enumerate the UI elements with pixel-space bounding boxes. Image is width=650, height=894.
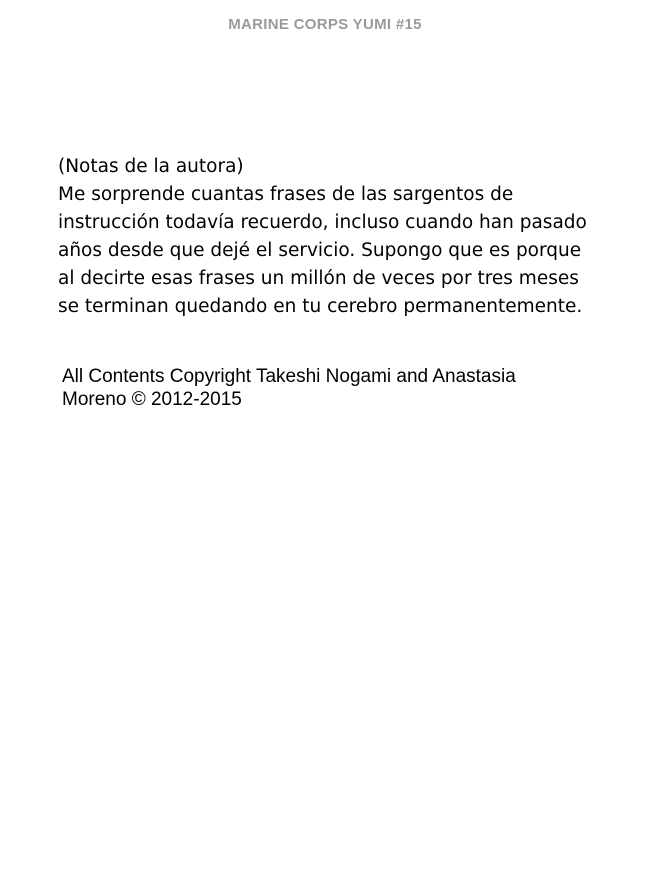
author-notes-line: años desde que dejé el servicio. Supongo que es porque [58, 240, 582, 261]
author-notes-line: al decirte esas frases un millón de veces por tres meses [58, 268, 579, 289]
copyright-line: All Contents Copyright Takeshi Nogami and Anastasia [62, 366, 516, 387]
author-notes-line: se terminan quedando en tu cerebro permanentemente. [58, 296, 583, 317]
copyright-notice [62, 365, 602, 411]
page-title: MARINE CORPS YUMI #15 [228, 16, 422, 33]
copyright-line: Moreno © 2012-2015 [62, 389, 242, 410]
author-notes [58, 153, 618, 321]
author-notes-line: instrucción todavía recuerdo, incluso cuando han pasado [58, 212, 587, 233]
author-notes-line: Me sorprende cuantas frases de las sargentos de [58, 184, 514, 205]
author-notes-heading: (Notas de la autora) [58, 156, 244, 177]
